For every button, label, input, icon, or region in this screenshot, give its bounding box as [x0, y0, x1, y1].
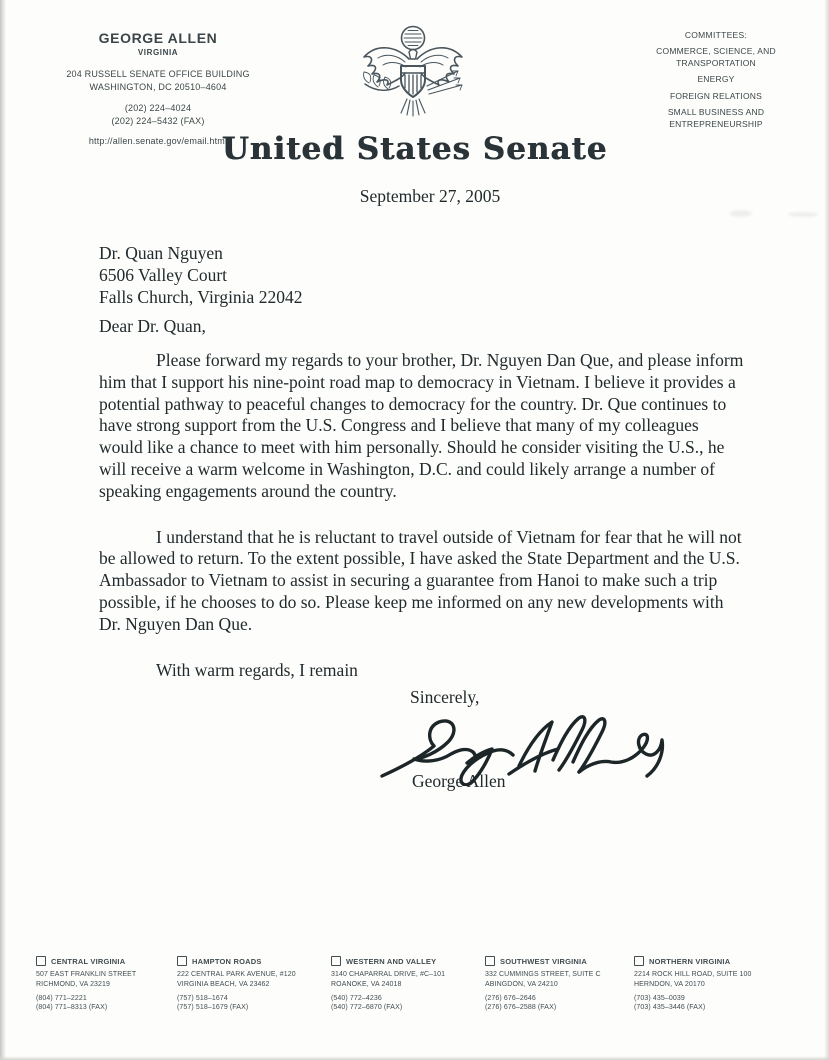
paragraph-1: Please forward my regards to your brother, Dr. Nguyen Dan Que, and please inform him that I support his nine-point road map to democracy in Vietnam. I believe it provides a potential pathway to peaceful changes to democracy for the country. Dr. Que continues to have strong support from the U.S. Congress and I believe that many of my colleagues would like a chance to meet with him personally. Should he consider visiting the U.S., he will receive a warm welcome in Washington, D.C. and could likely arrange a number of speaking engagements around the country.	[99, 350, 744, 501]
office-phones	[36, 994, 167, 1014]
office-phone: (757) 518–1674	[177, 994, 228, 1002]
office-header	[36, 956, 167, 966]
committees-block	[620, 30, 812, 130]
office-southwest-virginia	[485, 956, 634, 1013]
district-offices-footer	[36, 956, 811, 1013]
square-marker-icon	[634, 956, 644, 966]
letter-date: September 27, 2005	[359, 186, 501, 206]
scan-edge-bottom	[0, 1056, 829, 1060]
recipient-street: 6506 Valley Court	[99, 265, 228, 285]
office-address-line1: 507 EAST FRANKLIN STREET	[36, 971, 137, 978]
square-marker-icon	[36, 956, 46, 966]
office-central-virginia	[36, 956, 177, 1013]
sender-phone: (202) 224–4024	[124, 103, 192, 114]
sender-name: GEORGE ALLEN	[98, 30, 218, 46]
office-name: CENTRAL VIRGINIA	[51, 956, 126, 966]
office-address-line1: 222 CENTRAL PARK AVENUE, #120	[177, 971, 296, 978]
office-name: HAMPTON ROADS	[192, 956, 262, 966]
office-address-line1: 3140 CHAPARRAL DRIVE, #C–101	[331, 971, 446, 978]
office-header	[177, 956, 321, 966]
scan-artifact	[788, 212, 818, 217]
office-header	[485, 956, 624, 966]
recipient-block	[99, 242, 302, 308]
office-address-line1: 2214 ROCK HILL ROAD, SUITE 100	[634, 971, 752, 978]
office-hampton-roads	[177, 956, 331, 1013]
office-fax: (276) 676–2588 (FAX)	[485, 1004, 557, 1012]
office-address	[485, 970, 624, 990]
office-phone: (276) 676–2646	[485, 994, 536, 1002]
square-marker-icon	[485, 956, 495, 966]
office-header	[634, 956, 784, 966]
letter-body	[99, 350, 745, 705]
office-address-line2: ABINGDON, VA 24210	[485, 980, 558, 988]
paragraph-3: With warm regards, I remain	[156, 659, 358, 680]
paragraph-2: I understand that he is reluctant to travel outside of Vietnam for fear that he will not be allowed to return. To the extent possible, I have asked the State Department and the U.S. Ambassador to Vietnam to assist in securing a guarantee from Hanoi to make such a trip possible, if he chooses to do so. Please keep me informed on any new developments with Dr. Nguyen Dan Que.	[99, 526, 742, 634]
sender-fax: (202) 224–5432 (FAX)	[111, 115, 205, 126]
sender-address-line2: WASHINGTON, DC 20510–4604	[89, 81, 227, 92]
sender-website: http://allen.senate.gov/email.html	[88, 136, 228, 147]
org-title: United States Senate	[221, 131, 608, 167]
office-address-line2: RICHMOND, VA 23219	[36, 980, 111, 988]
office-phone: (804) 771–2221	[36, 994, 87, 1002]
senate-seal-icon	[352, 22, 474, 134]
scan-artifact	[730, 210, 752, 217]
office-header	[331, 956, 475, 966]
office-address-line2: ROANOKE, VA 24018	[331, 980, 402, 988]
committees-title: COMMITTEES:	[684, 30, 748, 40]
office-name: NORTHERN VIRGINIA	[649, 956, 731, 966]
office-fax: (757) 518–1679 (FAX)	[177, 1004, 249, 1012]
office-name: SOUTHWEST VIRGINIA	[500, 956, 587, 966]
office-address	[331, 970, 475, 990]
office-name: WESTERN AND VALLEY	[346, 956, 437, 966]
recipient-name: Dr. Quan Nguyen	[99, 243, 223, 263]
sender-address-line1: 204 RUSSELL SENATE OFFICE BUILDING	[66, 69, 250, 79]
office-address	[36, 970, 167, 990]
office-fax: (804) 771–8313 (FAX)	[36, 1004, 108, 1012]
office-address-line2: VIRGINIA BEACH, VA 23462	[177, 980, 270, 988]
sender-block	[18, 30, 298, 146]
office-phone: (540) 772–4236	[331, 994, 382, 1002]
office-phone: (703) 435–0039	[634, 994, 685, 1002]
office-phones	[177, 994, 321, 1014]
closing-sincerely: Sincerely,	[410, 687, 480, 707]
salutation: Dear Dr. Quan,	[99, 316, 206, 336]
sender-address	[18, 68, 298, 93]
office-northern-virginia	[634, 956, 794, 1013]
office-address	[634, 970, 784, 990]
typed-signature-name: George Allen	[412, 771, 506, 791]
office-phones	[485, 994, 624, 1014]
sender-state: VIRGINIA	[137, 48, 179, 57]
committee-item: ENERGY	[697, 74, 735, 85]
office-western-and-valley	[331, 956, 485, 1013]
office-fax: (540) 772–6870 (FAX)	[331, 1004, 403, 1012]
office-phones	[634, 994, 784, 1014]
office-address-line1: 332 CUMMINGS STREET, SUITE C	[485, 971, 601, 978]
office-fax: (703) 435–3446 (FAX)	[634, 1004, 706, 1012]
sender-phones	[18, 102, 298, 127]
office-phones	[331, 994, 475, 1014]
square-marker-icon	[177, 956, 187, 966]
committee-item: COMMERCE, SCIENCE, AND TRANSPORTATION	[656, 46, 776, 68]
office-address-line2: HERNDON, VA 20170	[634, 980, 705, 988]
square-marker-icon	[331, 956, 341, 966]
committee-item: SMALL BUSINESS AND ENTREPRENEURSHIP	[667, 107, 765, 129]
committee-item: FOREIGN RELATIONS	[669, 90, 763, 101]
office-address	[177, 970, 321, 990]
recipient-city: Falls Church, Virginia 22042	[99, 287, 303, 307]
